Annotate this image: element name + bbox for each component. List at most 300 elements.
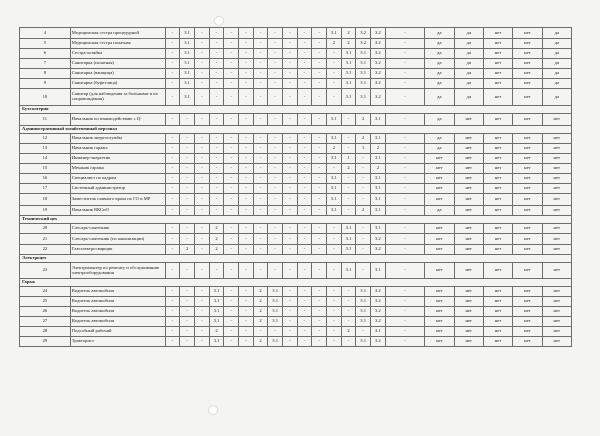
table-row — [20, 69, 572, 79]
class-cell: - — [327, 79, 342, 89]
class-cell: - — [253, 59, 268, 69]
class-cell: - — [209, 69, 224, 79]
flag-cell: нет — [513, 154, 542, 164]
flag-cell: нет — [454, 164, 483, 174]
class-cell: - — [282, 317, 297, 327]
class-cell: - — [327, 245, 342, 255]
row-number: 26 — [20, 307, 71, 317]
class-cell: - — [327, 69, 342, 79]
class-cell: - — [238, 59, 253, 69]
class-cell: - — [385, 337, 425, 347]
class-cell: - — [268, 263, 283, 279]
row-number: 18 — [20, 194, 71, 206]
class-cell: - — [385, 59, 425, 69]
class-cell: 3.1 — [180, 28, 195, 39]
class-cell: - — [297, 206, 312, 216]
class-cell: - — [224, 59, 239, 69]
class-cell: - — [268, 114, 283, 126]
class-cell: - — [180, 164, 195, 174]
class-cell: - — [297, 79, 312, 89]
class-cell: - — [268, 28, 283, 39]
class-cell: 3.1 — [327, 206, 342, 216]
class-cell: - — [341, 337, 356, 347]
class-cell: 3.1 — [341, 234, 356, 245]
section-header — [20, 279, 572, 287]
job-title: Механик гаража — [70, 164, 165, 174]
class-cell: - — [356, 327, 371, 337]
class-cell: - — [165, 224, 180, 234]
flag-cell: да — [425, 28, 454, 39]
job-title: Санитарка (ванщица) — [70, 69, 165, 79]
class-cell: 3.1 — [356, 79, 371, 89]
flag-cell: нет — [454, 134, 483, 144]
class-cell: - — [356, 263, 371, 279]
flag-cell: нет — [513, 327, 542, 337]
row-number: 5 — [20, 39, 71, 49]
class-cell: - — [180, 307, 195, 317]
class-cell: - — [327, 263, 342, 279]
class-cell: - — [253, 114, 268, 126]
class-cell: 2 — [356, 206, 371, 216]
class-cell: 3.1 — [356, 287, 371, 297]
class-cell: - — [268, 144, 283, 154]
class-cell: - — [224, 234, 239, 245]
class-cell: 2 — [209, 327, 224, 337]
class-cell: - — [327, 297, 342, 307]
class-cell: - — [224, 89, 239, 106]
flag-cell: нет — [542, 307, 571, 317]
class-cell: - — [268, 164, 283, 174]
flag-cell: нет — [513, 89, 542, 106]
class-cell: - — [327, 59, 342, 69]
class-cell: - — [282, 49, 297, 59]
class-cell: - — [194, 154, 209, 164]
flag-cell: нет — [454, 317, 483, 327]
class-cell: 3.1 — [327, 194, 342, 206]
flag-cell: да — [542, 69, 571, 79]
table-row — [20, 79, 572, 89]
class-cell: - — [238, 224, 253, 234]
class-cell: - — [224, 164, 239, 174]
class-cell: 3.1 — [327, 184, 342, 194]
flag-cell: да — [454, 89, 483, 106]
class-cell: - — [327, 89, 342, 106]
class-cell: - — [209, 144, 224, 154]
class-cell: - — [224, 307, 239, 317]
class-cell: - — [194, 307, 209, 317]
flag-cell: нет — [454, 154, 483, 164]
class-cell: - — [312, 317, 327, 327]
flag-cell: нет — [542, 337, 571, 347]
class-cell: 3.1 — [371, 134, 386, 144]
class-cell: - — [297, 39, 312, 49]
class-cell: - — [165, 297, 180, 307]
class-cell: 3.1 — [180, 69, 195, 79]
class-cell: - — [180, 134, 195, 144]
class-cell: 2 — [356, 114, 371, 126]
class-cell: - — [194, 28, 209, 39]
class-cell: - — [385, 49, 425, 59]
flag-cell: нет — [483, 79, 512, 89]
class-cell: - — [194, 234, 209, 245]
flag-cell: нет — [454, 263, 483, 279]
flag-cell: нет — [483, 134, 512, 144]
flag-cell: нет — [542, 287, 571, 297]
class-cell: - — [253, 134, 268, 144]
class-cell: - — [282, 69, 297, 79]
row-number: 13 — [20, 144, 71, 154]
flag-cell: нет — [483, 234, 512, 245]
flag-cell: нет — [454, 307, 483, 317]
class-cell: 3.1 — [327, 134, 342, 144]
class-cell: 2 — [253, 307, 268, 317]
flag-cell: нет — [425, 154, 454, 164]
class-cell: - — [341, 287, 356, 297]
class-cell: - — [385, 297, 425, 307]
flag-cell: нет — [513, 234, 542, 245]
class-cell: - — [209, 79, 224, 89]
class-cell: - — [238, 245, 253, 255]
class-cell: 2 — [209, 224, 224, 234]
class-cell: - — [165, 28, 180, 39]
flag-cell: нет — [542, 184, 571, 194]
class-cell: - — [312, 327, 327, 337]
flag-cell: нет — [483, 297, 512, 307]
class-cell: - — [385, 69, 425, 79]
class-cell: - — [194, 79, 209, 89]
row-number: 4 — [20, 28, 71, 39]
class-cell: 1 — [341, 154, 356, 164]
class-cell: - — [312, 206, 327, 216]
table-row — [20, 224, 572, 234]
class-cell: 3.2 — [356, 39, 371, 49]
class-cell: - — [253, 144, 268, 154]
class-cell: - — [253, 224, 268, 234]
class-cell: 2 — [180, 245, 195, 255]
class-cell: - — [297, 224, 312, 234]
flag-cell: нет — [483, 69, 512, 79]
flag-cell: нет — [513, 79, 542, 89]
flag-cell: нет — [483, 224, 512, 234]
class-cell: - — [282, 59, 297, 69]
class-cell: 3.1 — [356, 317, 371, 327]
class-cell: - — [238, 317, 253, 327]
class-cell: - — [297, 263, 312, 279]
flag-cell: да — [425, 144, 454, 154]
class-cell: - — [165, 154, 180, 164]
class-cell: - — [385, 307, 425, 317]
class-cell: - — [297, 164, 312, 174]
row-number: 29 — [20, 337, 71, 347]
class-cell: - — [180, 184, 195, 194]
class-cell: - — [194, 245, 209, 255]
class-cell: - — [253, 263, 268, 279]
class-cell: - — [268, 39, 283, 49]
flag-cell: нет — [425, 234, 454, 245]
class-cell: 3.1 — [180, 59, 195, 69]
class-cell: - — [385, 79, 425, 89]
class-cell: - — [268, 174, 283, 184]
flag-cell: нет — [542, 154, 571, 164]
class-cell: - — [312, 114, 327, 126]
class-cell: - — [341, 194, 356, 206]
class-cell: - — [312, 164, 327, 174]
class-cell: - — [297, 245, 312, 255]
flag-cell: да — [454, 28, 483, 39]
class-cell: - — [194, 89, 209, 106]
section-header — [20, 255, 572, 263]
table-row — [20, 327, 572, 337]
class-cell: - — [165, 317, 180, 327]
flag-cell: да — [425, 79, 454, 89]
class-cell: 3.1 — [341, 79, 356, 89]
job-title: Санитар (для наблюдения за больными и их сопровождения) — [70, 89, 165, 106]
flag-cell: нет — [483, 89, 512, 106]
flag-cell: нет — [425, 263, 454, 279]
class-cell: - — [282, 114, 297, 126]
class-cell: - — [194, 206, 209, 216]
class-cell: - — [194, 327, 209, 337]
class-cell: - — [268, 206, 283, 216]
flag-cell: нет — [454, 174, 483, 184]
class-cell: 3.1 — [268, 287, 283, 297]
class-cell: - — [194, 184, 209, 194]
flag-cell: нет — [425, 307, 454, 317]
class-cell: - — [327, 327, 342, 337]
class-cell: - — [180, 206, 195, 216]
class-cell: - — [253, 39, 268, 49]
class-cell: - — [297, 337, 312, 347]
flag-cell: нет — [542, 144, 571, 154]
class-cell: - — [312, 79, 327, 89]
class-cell: - — [268, 194, 283, 206]
class-cell: - — [180, 114, 195, 126]
class-cell: 3.1 — [341, 59, 356, 69]
class-cell: - — [209, 59, 224, 69]
row-number: 25 — [20, 297, 71, 307]
class-cell: - — [165, 234, 180, 245]
class-cell: - — [165, 144, 180, 154]
class-cell: - — [282, 224, 297, 234]
table-row — [20, 263, 572, 279]
class-cell: - — [297, 317, 312, 327]
class-cell: - — [209, 194, 224, 206]
table-row — [20, 144, 572, 154]
class-cell: - — [238, 287, 253, 297]
class-cell: 2 — [341, 39, 356, 49]
class-cell: - — [194, 69, 209, 79]
class-cell: - — [297, 28, 312, 39]
class-cell: 3.1 — [341, 245, 356, 255]
class-cell: - — [253, 28, 268, 39]
class-cell: - — [297, 144, 312, 154]
class-cell: 2 — [341, 164, 356, 174]
class-cell: - — [224, 174, 239, 184]
class-cell: 3.1 — [327, 154, 342, 164]
flag-cell: нет — [542, 234, 571, 245]
class-cell: - — [165, 263, 180, 279]
class-cell: - — [282, 184, 297, 194]
class-cell: - — [356, 245, 371, 255]
flag-cell: да — [425, 69, 454, 79]
class-cell: - — [194, 194, 209, 206]
flag-cell: нет — [425, 327, 454, 337]
class-cell: - — [238, 297, 253, 307]
class-cell: - — [238, 39, 253, 49]
class-cell: 3.2 — [371, 39, 386, 49]
class-cell: - — [253, 49, 268, 59]
class-cell: - — [209, 89, 224, 106]
class-cell: 2 — [253, 317, 268, 327]
class-cell: - — [194, 337, 209, 347]
class-cell: - — [268, 89, 283, 106]
class-cell: - — [180, 327, 195, 337]
class-cell: - — [224, 144, 239, 154]
class-cell: - — [165, 79, 180, 89]
class-cell: - — [209, 114, 224, 126]
table-row — [20, 154, 572, 164]
class-cell: - — [297, 49, 312, 59]
class-cell: - — [209, 28, 224, 39]
class-cell: 3.1 — [341, 224, 356, 234]
job-title: Санитарка (палатная) — [70, 59, 165, 69]
table-row — [20, 28, 572, 39]
flag-cell: нет — [513, 297, 542, 307]
class-cell: 3.2 — [371, 89, 386, 106]
flag-cell: да — [542, 59, 571, 69]
flag-cell: нет — [454, 206, 483, 216]
class-cell: - — [180, 234, 195, 245]
job-title: Водитель автомобиля — [70, 287, 165, 297]
flag-cell: да — [542, 49, 571, 59]
class-cell: 3.2 — [371, 337, 386, 347]
table-row — [20, 307, 572, 317]
class-cell: - — [268, 69, 283, 79]
class-cell: - — [385, 194, 425, 206]
flag-cell: нет — [425, 297, 454, 307]
flag-cell: нет — [483, 194, 512, 206]
class-cell: - — [253, 164, 268, 174]
flag-cell: нет — [454, 114, 483, 126]
class-cell: 3.1 — [268, 307, 283, 317]
class-cell: 2 — [341, 28, 356, 39]
flag-cell: нет — [513, 164, 542, 174]
flag-cell: нет — [513, 69, 542, 79]
section-title: Административный хозяйственный персонал — [20, 126, 572, 134]
class-cell: - — [224, 49, 239, 59]
class-cell: - — [268, 134, 283, 144]
flag-cell: нет — [483, 327, 512, 337]
class-cell: 3.1 — [180, 49, 195, 59]
row-number: 10 — [20, 89, 71, 106]
class-cell: - — [312, 69, 327, 79]
class-cell: - — [327, 287, 342, 297]
class-cell: - — [282, 79, 297, 89]
class-cell: - — [327, 164, 342, 174]
class-cell: 3.2 — [371, 49, 386, 59]
class-cell: - — [209, 154, 224, 164]
class-cell: 3.1 — [268, 337, 283, 347]
job-title: Слесарь-сантехник (по канализации) — [70, 234, 165, 245]
class-cell: - — [180, 194, 195, 206]
class-cell: - — [268, 184, 283, 194]
job-title: Водитель автомобиля — [70, 307, 165, 317]
flag-cell: нет — [425, 194, 454, 206]
class-cell: 3.1 — [327, 28, 342, 39]
class-cell: - — [341, 114, 356, 126]
class-cell: 3.2 — [371, 245, 386, 255]
class-cell: 3.1 — [356, 297, 371, 307]
class-cell: - — [282, 307, 297, 317]
class-cell: - — [224, 327, 239, 337]
class-cell: 3.2 — [371, 69, 386, 79]
table-row — [20, 89, 572, 106]
class-cell: 2 — [371, 164, 386, 174]
flag-cell: нет — [425, 224, 454, 234]
flag-cell: нет — [542, 245, 571, 255]
flag-cell: нет — [454, 224, 483, 234]
job-title: Сестра-хозяйка — [70, 49, 165, 59]
class-cell: - — [312, 49, 327, 59]
class-cell: - — [253, 89, 268, 106]
class-cell: - — [312, 337, 327, 347]
class-cell: - — [224, 28, 239, 39]
class-cell: - — [224, 184, 239, 194]
class-cell: - — [385, 114, 425, 126]
class-cell: 3.1 — [327, 174, 342, 184]
class-cell: - — [209, 206, 224, 216]
class-cell: - — [312, 59, 327, 69]
class-cell: - — [209, 263, 224, 279]
class-cell: - — [165, 39, 180, 49]
class-cell: - — [238, 194, 253, 206]
class-cell: - — [385, 164, 425, 174]
flag-cell: нет — [513, 245, 542, 255]
job-title: Газоэлектросварщик — [70, 245, 165, 255]
row-number: 17 — [20, 184, 71, 194]
class-cell: - — [224, 287, 239, 297]
class-cell: - — [165, 49, 180, 59]
class-cell: - — [312, 28, 327, 39]
flag-cell: да — [542, 28, 571, 39]
class-cell: - — [282, 134, 297, 144]
class-cell: - — [253, 194, 268, 206]
class-cell: 3.1 — [371, 224, 386, 234]
class-cell: 3.1 — [341, 89, 356, 106]
flag-cell: нет — [513, 184, 542, 194]
class-cell: - — [282, 206, 297, 216]
section-title: Гараж — [20, 279, 572, 287]
class-cell: - — [224, 114, 239, 126]
class-cell: - — [165, 206, 180, 216]
class-cell: 2 — [356, 134, 371, 144]
class-cell: - — [180, 337, 195, 347]
class-cell: - — [209, 174, 224, 184]
class-cell: - — [385, 184, 425, 194]
flag-cell: да — [425, 114, 454, 126]
class-cell: - — [238, 28, 253, 39]
flag-cell: нет — [454, 287, 483, 297]
flag-cell: да — [542, 39, 571, 49]
job-title: Начальник гаража — [70, 144, 165, 154]
class-cell: - — [224, 39, 239, 49]
class-cell: 3.2 — [371, 59, 386, 69]
table-row — [20, 59, 572, 69]
class-cell: - — [297, 69, 312, 79]
class-cell: - — [224, 297, 239, 307]
flag-cell: да — [425, 39, 454, 49]
class-cell: - — [312, 234, 327, 245]
